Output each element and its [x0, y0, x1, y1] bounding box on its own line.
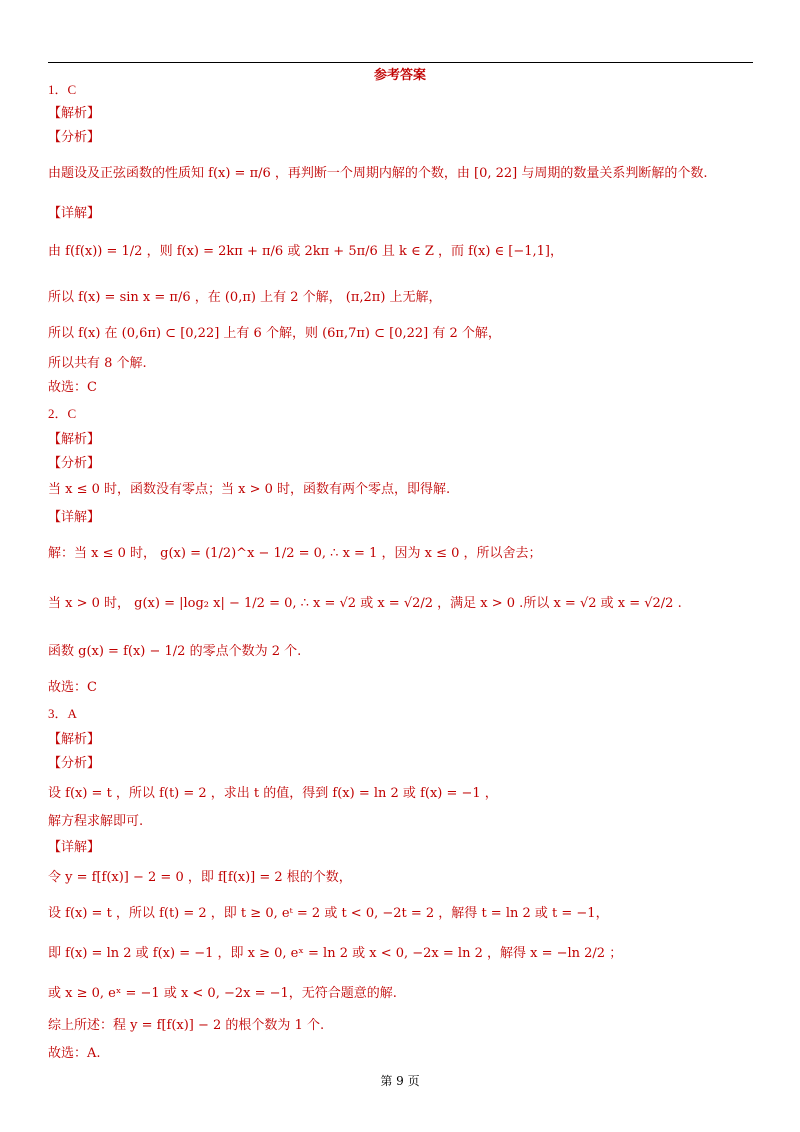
q1-detail-line-3: 所以 f(x) 在 (0,6π) ⊂ [0,22] 上有 6 个解，则 (6π,7π) ⊂ [0,22] 有 2 个解，	[48, 326, 501, 341]
q1-conclusion: 故选：C	[48, 380, 97, 395]
q1-detail-line-4: 所以共有 8 个解.	[48, 356, 147, 371]
q1-jiexi-label: 【解析】	[48, 106, 101, 121]
q1-detail-line-1: 由 f(f(x)) = 1/2 ，则 f(x) = 2kπ + π/6 或 2kπ + 5π/6 且 k ∈ Z ，而 f(x) ∈ [−1,1]，	[48, 244, 563, 259]
q1-analysis: 由题设及正弦函数的性质知 f(x) = π/6 ，再判断一个周期内解的个数，由 [0, 22] 与周期的数量关系判断解的个数.	[48, 166, 708, 181]
q2-fenxi-label: 【分析】	[48, 456, 101, 471]
q2-detail-line-2: 当 x > 0 时， g(x) = |log₂ x| − 1/2 = 0, ∴ x = √2 或 x = √2/2 ，满足 x > 0 .所以 x = √2 或 x = √2/2 .	[48, 596, 682, 611]
q3-detail-line-5: 综上所述：程 y = f[f(x)] − 2 的根个数为 1 个.	[48, 1018, 325, 1033]
q3-detail-line-4: 或 x ≥ 0, eˣ = −1 或 x < 0, −2x = −1，无符合题意的解.	[48, 986, 397, 1001]
q3-answer: 3．A	[48, 706, 77, 721]
q3-analysis-line-1: 设 f(x) = t ，所以 f(t) = 2 ，求出 t 的值，得到 f(x) = ln 2 或 f(x) = −1 ，	[48, 786, 498, 801]
q3-detail-line-1: 令 y = f[f(x)] − 2 = 0 ，即 f[f(x)] = 2 根的个数，	[48, 870, 352, 885]
q3-jiexi-label: 【解析】	[48, 732, 101, 747]
q1-fenxi-label: 【分析】	[48, 130, 101, 145]
q3-xiangjie-label: 【详解】	[48, 840, 101, 855]
q1-xiangjie-label: 【详解】	[48, 206, 101, 221]
q2-xiangjie-label: 【详解】	[48, 510, 101, 525]
q2-detail-line-3: 函数 g(x) = f(x) − 1/2 的零点个数为 2 个.	[48, 644, 302, 659]
header-rule	[48, 62, 753, 63]
q3-conclusion: 故选：A.	[48, 1046, 101, 1061]
page-number: 第 9 页	[380, 1074, 420, 1088]
q2-detail-line-1: 解：当 x ≤ 0 时， g(x) = (1/2)^x − 1/2 = 0, ∴ x = 1 ，因为 x ≤ 0 ，所以舍去；	[48, 546, 542, 561]
page-title: 参考答案	[373, 68, 426, 83]
q3-fenxi-label: 【分析】	[48, 756, 101, 771]
q3-detail-line-2: 设 f(x) = t ，所以 f(t) = 2 ，即 t ≥ 0, eᵗ = 2 或 t < 0, −2t = 2 ，解得 t = ln 2 或 t = −1，	[48, 906, 609, 921]
q2-answer: 2．C	[48, 406, 77, 421]
q3-analysis-line-2: 解方程求解即可.	[48, 814, 144, 829]
q2-analysis: 当 x ≤ 0 时，函数没有零点；当 x > 0 时，函数有两个零点，即得解.	[48, 482, 451, 497]
q1-answer: 1．C	[48, 82, 77, 97]
q2-jiexi-label: 【解析】	[48, 432, 101, 447]
q2-conclusion: 故选：C	[48, 680, 97, 695]
q3-detail-line-3: 即 f(x) = ln 2 或 f(x) = −1 ，即 x ≥ 0, eˣ = ln 2 或 x < 0, −2x = ln 2 ，解得 x = −ln 2/2 ；	[48, 946, 623, 961]
q1-detail-line-2: 所以 f(x) = sin x = π/6 ，在 (0,π) 上有 2 个解， (π,2π) 上无解，	[48, 290, 442, 305]
